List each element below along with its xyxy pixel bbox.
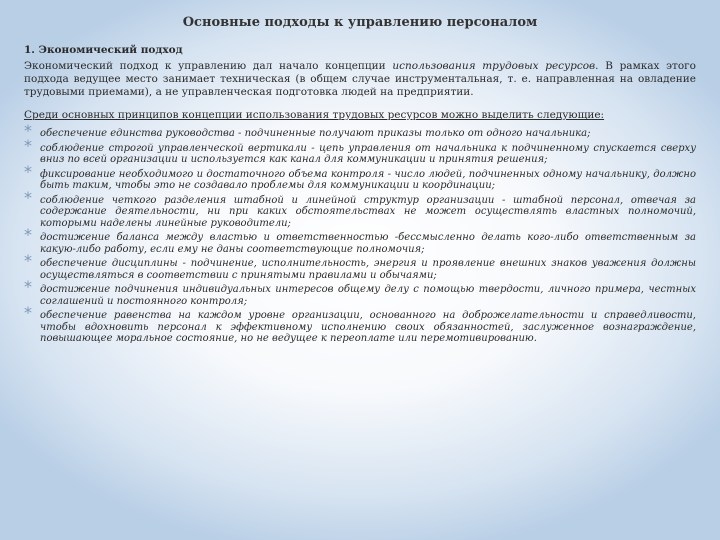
bullet-star-icon: * (24, 225, 32, 244)
principles-list (24, 121, 696, 345)
list-item-text: фиксирование необходимого и достаточного объема контроля - число людей, подчиненных одному начальнику, должно быть таким, чтобы это не создавало проблемы для коммуникации и координации; (40, 168, 696, 191)
section-heading: 1. Экономический подход (24, 44, 183, 56)
paragraph-emphasis: использования трудовых ресурсов (392, 60, 596, 72)
bullet-star-icon: * (24, 121, 32, 140)
list-item (24, 187, 696, 230)
page-title: Основные подходы к управлению персоналом (182, 15, 538, 30)
list-item (24, 121, 696, 140)
list-item-text: достижение баланса между властью и ответственностью -бессмысленно делать кого-либо ответственным за какую-либо работу, если ему не даны соответствующие полномочия; (40, 232, 696, 255)
bullet-star-icon: * (24, 135, 32, 155)
list-item (24, 251, 696, 281)
list-item (24, 135, 696, 166)
bullet-star-icon: * (24, 303, 32, 322)
list-item (24, 161, 696, 192)
list-item-text: соблюдение четкого разделения штабной и линейной структур организации - штабной персонал, отвечая за содержание деятельности, ни при каких обстоятельствах не может осуществлять властных полномочий, которыми наделены линейные руководители; (40, 194, 696, 229)
paragraph-text-end: . В рамках этого подхода ведущее место занимает техническая (в общем случае инструментальная, т. е. направленная на овладение трудовыми приемами), а не управленческая подготовка людей на предприятии. (24, 60, 696, 98)
list-item (24, 277, 696, 307)
list-item (24, 225, 696, 255)
principles-intro: Среди основных принципов концепции использования трудовых ресурсов можно выделить следующие: (24, 109, 605, 121)
list-item-text: соблюдение строгой управленческой вертикали - цепь управления от начальника к подчиненному спускается сверху вниз по всей организации и используется как канал для коммуникации и принятия решения; (40, 142, 696, 165)
bullet-star-icon: * (24, 187, 32, 207)
list-item-text: достижение подчинения индивидуальных интересов общему делу с помощью твердости, личного примера, честных соглашений и постоянного контроля; (40, 284, 696, 307)
paragraph-text-start: Экономический подход к управлению дал начало концепции (24, 60, 393, 72)
list-item-text: обеспечение дисциплины - подчинение, исполнительность, энергия и проявление внешних знаков уважения должны осуществляться в соответствии с принятыми правилами и обычаями; (40, 258, 696, 281)
section-paragraph (24, 60, 696, 99)
bullet-star-icon: * (24, 277, 32, 296)
bullet-star-icon: * (24, 161, 32, 181)
slide (24, 10, 696, 348)
list-item (24, 303, 696, 345)
list-item-text: обеспечение равенства на каждом уровне организации, основанного на доброжелательности и справедливости, чтобы вдохновить персонал к эффективному исполнению своих обязанностей, заслуженное вознаграждение, повышающее моральное состояние, но не ведущее к переоплате или перемотивированию. (40, 310, 696, 344)
bullet-star-icon: * (24, 251, 32, 270)
list-item-text: обеспечение единства руководства - подчиненные получают приказы только от одного начальника; (40, 128, 591, 139)
